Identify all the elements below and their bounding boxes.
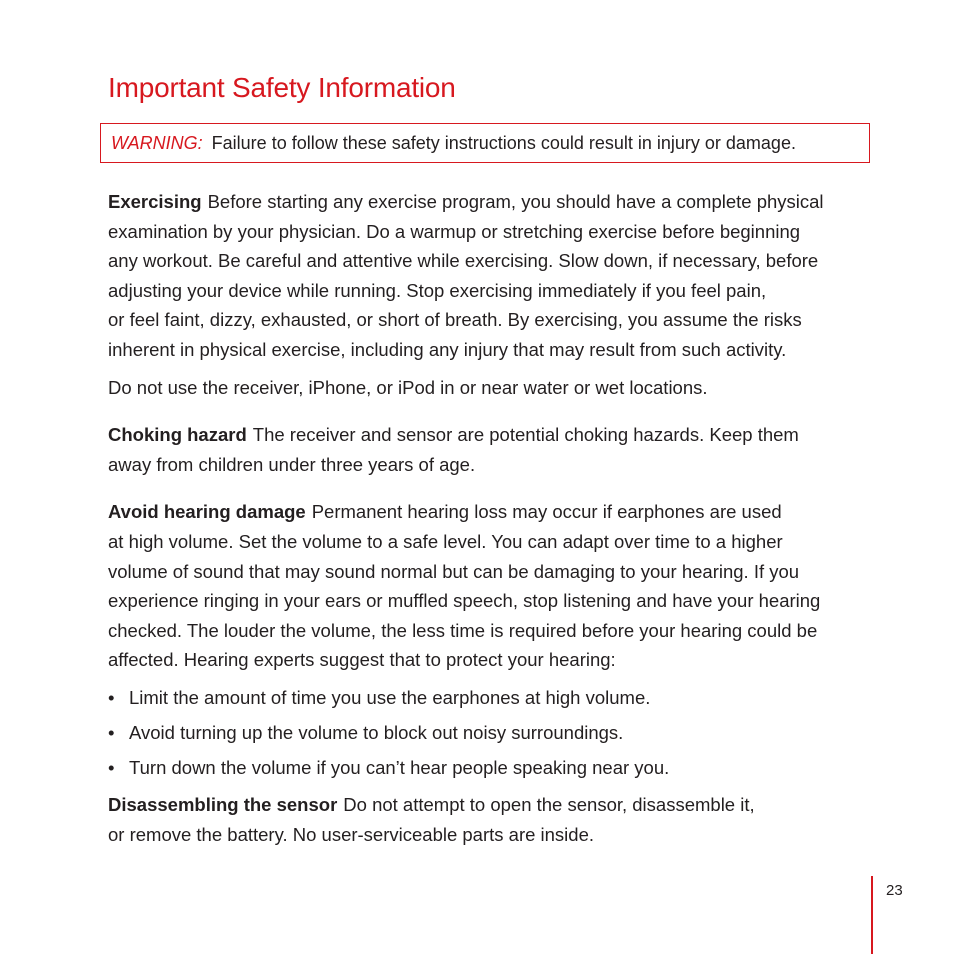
hearing-heading: Avoid hearing damage: [108, 501, 306, 523]
list-item-text: Avoid turning up the volume to block out noisy surroundings.: [129, 721, 624, 743]
footer-divider: [871, 876, 873, 954]
page-title: Important Safety Information: [108, 72, 456, 103]
hearing-line: Permanent hearing loss may occur if earphones are used: [311, 501, 782, 523]
hearing-line: volume of sound that may sound normal but can be damaging to your hearing. If you: [108, 560, 800, 582]
bullet-icon: •: [108, 756, 115, 778]
list-item-text: Limit the amount of time you use the earphones at high volume.: [129, 686, 651, 708]
choking-heading: Choking hazard: [108, 424, 247, 446]
exercising-line: Before starting any exercise program, you should have a complete physical: [207, 191, 824, 212]
choking-line: The receiver and sensor are potential choking hazards. Keep them: [252, 424, 799, 446]
hearing-line: experience ringing in your ears or muffled speech, stop listening and have your hearing: [108, 590, 821, 612]
list-item-text: Turn down the volume if you can’t hear people speaking near you.: [129, 756, 670, 778]
hearing-line: at high volume. Set the volume to a safe level. You can adapt over time to a higher: [108, 530, 783, 552]
bullet-icon: •: [108, 721, 115, 743]
choking-line: away from children under three years of age.: [108, 453, 476, 475]
document-body: [108, 187, 878, 850]
disassembling-heading: Disassembling the sensor: [108, 794, 338, 816]
exercising-line: any workout. Be careful and attentive while exercising. Slow down, if necessary, before: [108, 250, 819, 272]
exercising-line: inherent in physical exercise, including any injury that may result from such activity.: [108, 338, 787, 360]
warning-label: WARNING:: [111, 132, 203, 153]
choking-paragraph: [108, 420, 878, 479]
exercising-heading: Exercising: [108, 191, 202, 212]
disassembling-line: or remove the battery. No user-serviceable parts are inside.: [108, 824, 595, 846]
hearing-bullet-list: [108, 683, 878, 783]
page-number: 23: [886, 882, 903, 899]
list-item: [108, 718, 878, 748]
warning-text: Failure to follow these safety instructions could result in injury or damage.: [211, 132, 796, 153]
bullet-icon: •: [108, 686, 115, 708]
exercising-line: examination by your physician. Do a warmup or stretching exercise before beginning: [108, 220, 801, 242]
hearing-line: affected. Hearing experts suggest that to protect your hearing:: [108, 649, 616, 671]
hearing-paragraph: [108, 497, 878, 675]
list-item: [108, 683, 878, 713]
list-item: [108, 753, 878, 783]
hearing-line: checked. The louder the volume, the less time is required before your hearing could be: [108, 619, 818, 641]
water-note: Do not use the receiver, iPhone, or iPod in or near water or wet locations.: [108, 376, 708, 398]
disassembling-paragraph: [108, 790, 878, 849]
warning-box: [100, 123, 870, 163]
exercising-line: or feel faint, dizzy, exhausted, or short of breath. By exercising, you assume the risks: [108, 309, 802, 331]
disassembling-line: Do not attempt to open the sensor, disassemble it,: [343, 794, 755, 816]
exercising-line: adjusting your device while running. Stop exercising immediately if you feel pain,: [108, 279, 767, 301]
exercising-paragraph: [108, 187, 878, 365]
